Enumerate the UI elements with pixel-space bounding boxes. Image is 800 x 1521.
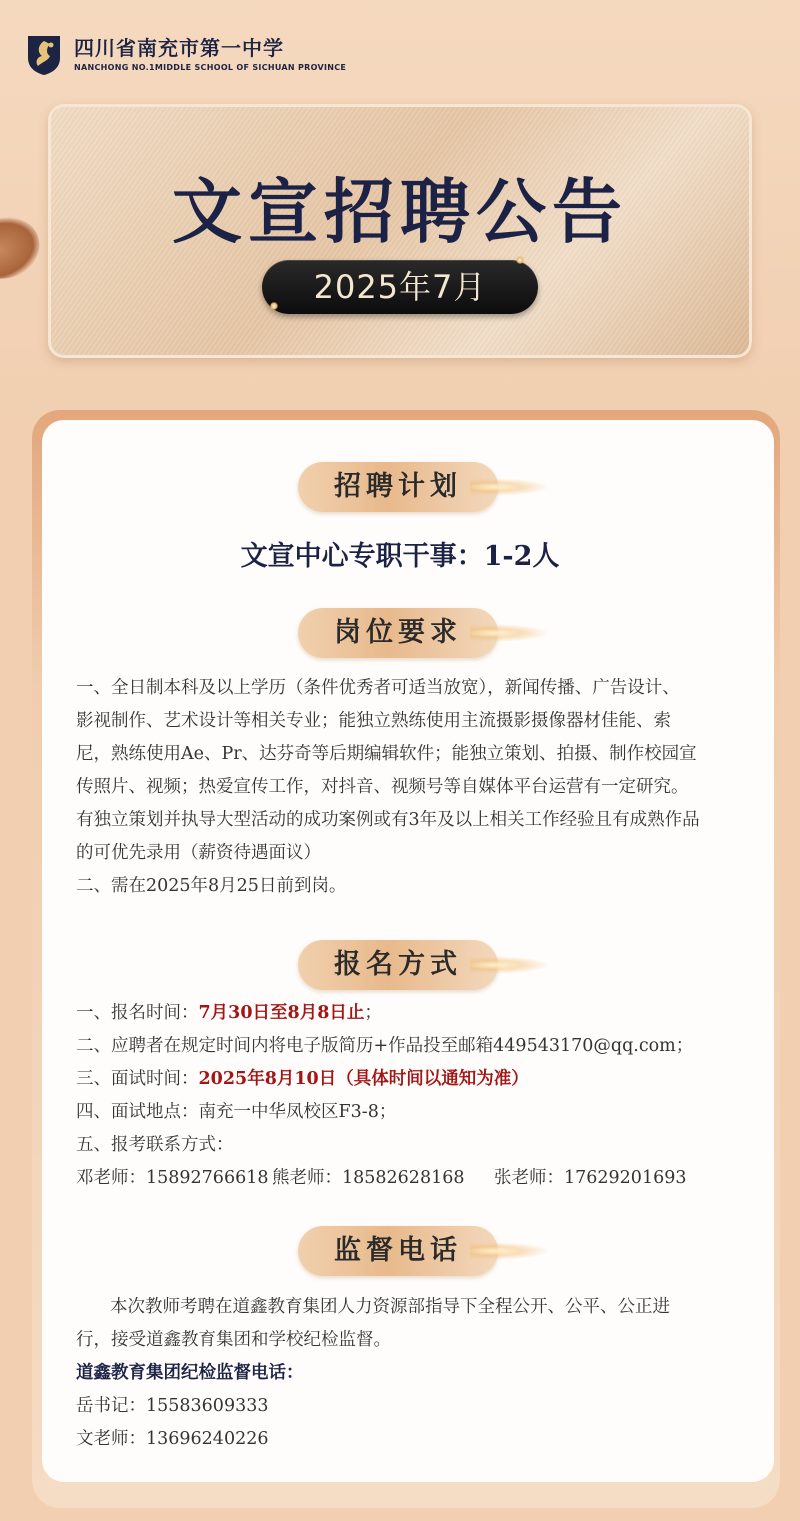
signup-time-value: 7月30日至8月8日止 — [198, 1003, 365, 1023]
phone-heading: 道鑫教育集团纪检监督电话： — [76, 1363, 304, 1383]
supervision-text — [76, 1291, 756, 1456]
section-signup-header — [0, 940, 800, 990]
signup-text — [76, 997, 756, 1195]
glow-decoration — [470, 956, 550, 974]
contact-item: 熊老师：18582628168 — [272, 1168, 465, 1188]
glow-decoration — [470, 624, 550, 642]
signup-time-label: 一、报名时间： — [76, 1003, 199, 1023]
interview-time — [76, 1063, 756, 1096]
section-heading: 岗位要求 — [298, 608, 498, 658]
section-plan-header — [0, 462, 800, 512]
position-line: 文宣中心专职干事：1-2人 — [240, 541, 560, 572]
school-logo-icon — [24, 32, 64, 76]
contact-list — [76, 1162, 756, 1195]
phone-item: 岳书记：15583609333 — [76, 1396, 269, 1416]
text-line: 二、需在2025年8月25日前到岗。 — [76, 876, 347, 896]
requirements-text — [76, 672, 756, 903]
section-heading: 招聘计划 — [298, 462, 498, 512]
text-line: 一、全日制本科及以上学历（条件优秀者可适当放宽），新闻传播、广告设计、 — [76, 678, 680, 698]
school-name-en: NANCHONG NO.1MIDDLE SCHOOL OF SICHUAN PROVINCE — [74, 62, 347, 72]
glow-decoration — [470, 478, 550, 496]
signup-time-end: ； — [364, 1003, 382, 1023]
title-card — [48, 104, 752, 358]
interview-time-value: 2025年8月10日（具体时间以通知为准） — [198, 1069, 529, 1089]
school-header — [24, 28, 346, 80]
text-line: 有独立策划并执导大型活动的成功案例或有3年及以上相关工作经验且有成熟作品 — [76, 810, 700, 830]
sparkle-icon — [270, 302, 278, 310]
text-line: 行，接受道鑫教育集团和学校纪检监督。 — [76, 1330, 391, 1350]
contact-item: 张老师：17629201693 — [494, 1168, 687, 1188]
section-heading: 报名方式 — [298, 940, 498, 990]
section-heading: 监督电话 — [298, 1226, 498, 1276]
page-title: 文宣招聘公告 — [172, 170, 628, 253]
contact-label: 五、报考联系方式： — [76, 1135, 234, 1155]
signup-time — [76, 997, 756, 1030]
date-badge: 2025年7月 — [262, 260, 538, 314]
section-requirements-header — [0, 608, 800, 658]
contact-item: 邓老师：15892766618 — [76, 1168, 269, 1188]
interview-time-label: 三、面试时间： — [76, 1069, 199, 1089]
text-line: 的可优先录用（薪资待遇面议） — [76, 843, 321, 863]
text-line: 本次教师考聘在道鑫教育集团人力资源部指导下全程公开、公平、公正进 — [110, 1297, 670, 1317]
signup-submit: 二、应聘者在规定时间内将电子版简历+作品投至邮箱449543170@qq.com； — [76, 1036, 694, 1056]
interview-location: 四、面试地点：南充一中华凤校区F3-8； — [76, 1102, 397, 1122]
school-name-cn: 四川省南充市第一中学 — [74, 35, 284, 60]
sparkle-icon — [516, 256, 524, 264]
text-line: 影视制作、艺术设计等相关专业；能独立熟练使用主流摄影摄像器材佳能、索 — [76, 711, 671, 731]
phone-item: 文老师：13696240226 — [76, 1429, 269, 1449]
glow-decoration — [470, 1242, 550, 1260]
text-line: 传照片、视频；热爱宣传工作，对抖音、视频号等自媒体平台运营有一定研究。 — [76, 777, 689, 797]
section-supervision-header — [0, 1226, 800, 1276]
text-line: 尼，熟练使用Ae、Pr、达芬奇等后期编辑软件；能独立策划、拍摄、制作校园宣 — [76, 744, 697, 764]
